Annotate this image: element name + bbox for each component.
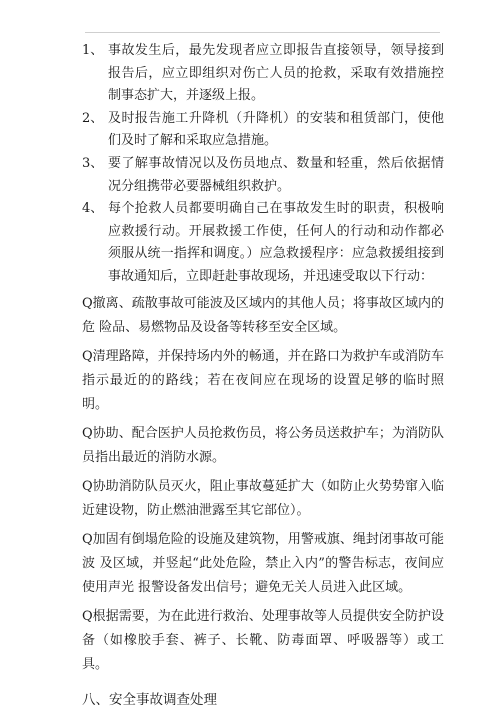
item-number: 4、 [82, 201, 104, 217]
paragraph-protective-equipment: Q根据需要，为在此进行救治、处理事故等人员提供安全防护设备（如橡胶手套、裤子、长靴、防毒面罩、呼吸器等）或工具。 [82, 608, 444, 672]
item-text: 每个抢救人员都要明确自己在事故发生时的职责，积极响应救援行动。开展救援工作使，任何人的行动和动作都必须服从统一指挥和调度。）应急救援程序：应急救援组接到事故通知后，立即赶赴事故现场，并迅速受取以下行动： [108, 201, 444, 284]
item-text: 及时报告施工升降机（升降机）的安装和租赁部门，使他们及时了解和采取应急措施。 [108, 110, 444, 149]
item-text: 事故发生后，最先发现者应立即报告直接领导，领导接到报告后，应立即组织对伤亡人员的抢救，采取有效措施控制事态扩大，并逐级上报。 [108, 43, 444, 104]
paragraph-assist-fire: Q协助消防队员灭火，阻止事故蔓延扩大（如防止火势势窜入临近建设物，防止燃油泄露至其它部位）。 [82, 478, 444, 518]
paragraph-assist-medical: Q协助、配合医护人员抢救伤员，将公务员送救护车；为消防队员指出最近的消防水源。 [82, 425, 444, 465]
numbered-item-3 [82, 153, 444, 198]
paragraph-reinforce: Q加固有倒塌危险的设施及建筑物，用警戒旗、绳封闭事故可能波 及区域，并竖起“此处危险，禁止入内”的警告标志，夜间应使用声光 报警设备发出信号；避免无关人员进入此区域。 [82, 531, 444, 595]
document-body [82, 40, 444, 711]
paragraph-evacuate: Q撤离、疏散事故可能波及区域内的其他人员；将事故区域内的危 险品、易燃物品及设备等转移至安全区域。 [82, 295, 444, 335]
header-rule [85, 32, 440, 33]
paragraph-clear-road: Q清理路障，并保持场内外的畅通，并在路口为救护车或消防车指示最近的的路线；若在夜间应在现场的设置足够的临时照明。 [82, 348, 444, 412]
item-text: 要了解事故情况以及伤员地点、数量和轻重，然后依据情况分组携带必要器械组织救护。 [108, 155, 444, 194]
numbered-item-4 [82, 198, 444, 288]
section-heading: 八、安全事故调查处理 [82, 691, 217, 708]
item-number: 1、 [82, 43, 104, 58]
numbered-item-2 [82, 108, 444, 153]
item-number: 3、 [82, 155, 104, 171]
numbered-item-1 [82, 40, 444, 108]
item-number: 2、 [82, 110, 104, 126]
